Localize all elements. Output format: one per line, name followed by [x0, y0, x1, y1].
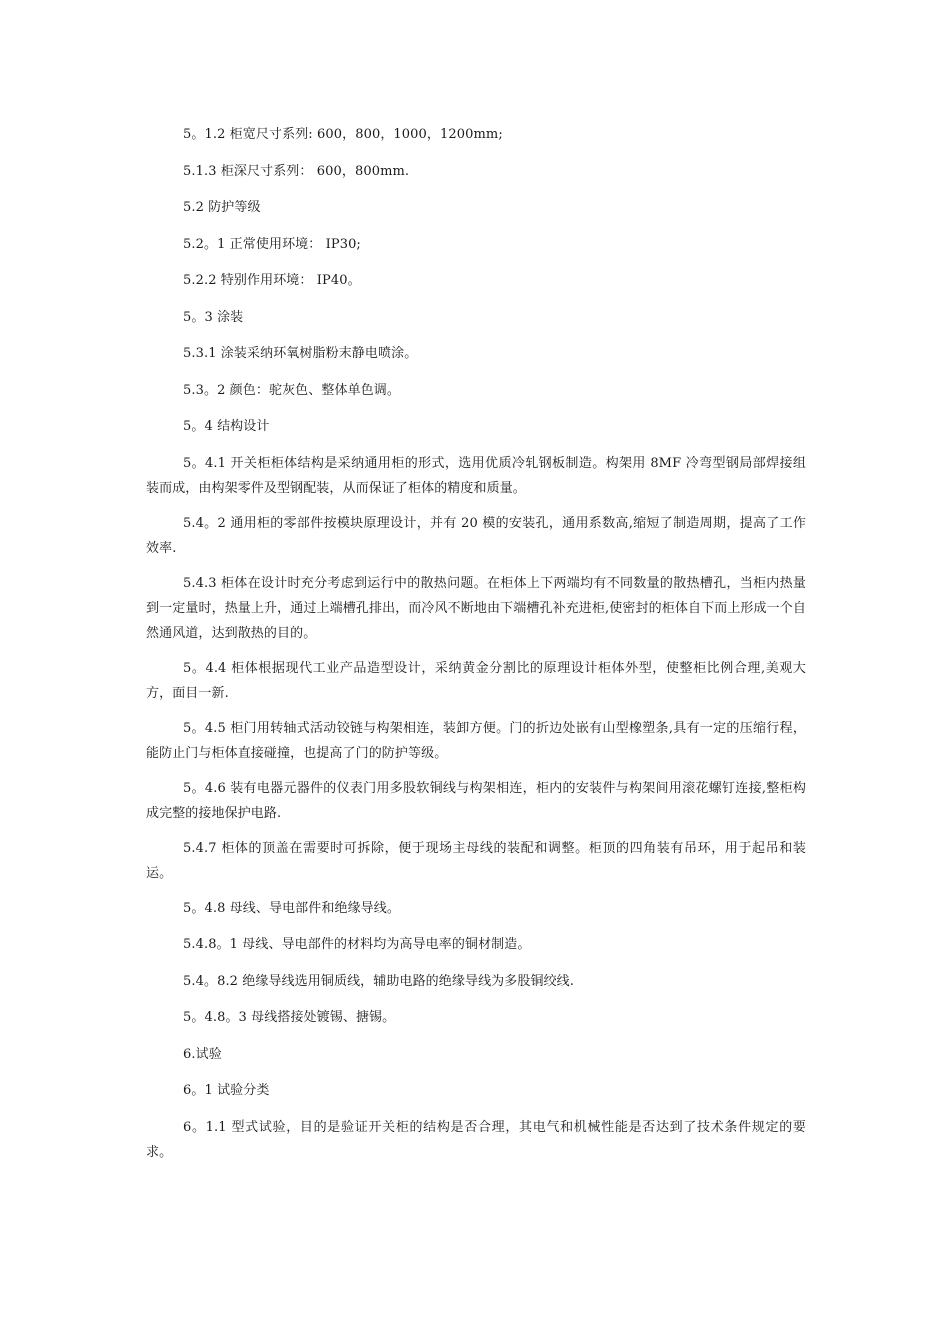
- heading-5-3: 5。3 涂装: [183, 309, 244, 325]
- paragraph-5-4-3: 5.4.3 柜体在设计时充分考虑到运行中的散热问题。在柜体上下两端均有不同数量的散热槽孔，当柜内热量到一定量时，热量上升，通过上端槽孔排出，而冷风不断地由下端槽孔补充进柜,使密封的柜体自下而上形成一个自然通风道，达到散热的目的。: [146, 575, 806, 641]
- paragraph-5-4-4: 5。4.4 柜体根据现代工业产品造型设计，采纳黄金分割比的原理设计柜体外型，使整柜比例合理,美观大方，面目一新.: [146, 660, 806, 701]
- document-body: [146, 122, 806, 1175]
- paragraph-5-1-3: 5.1.3 柜深尺寸系列： 600，800mm.: [183, 163, 410, 179]
- heading-6-1: 6。1 试验分类: [183, 1083, 270, 1098]
- paragraph-5-4-8-2: 5.4。8.2 绝缘导线选用铜质线，辅助电路的绝缘导线为多股铜绞线.: [183, 973, 575, 989]
- heading-6: 6.试验: [183, 1046, 222, 1062]
- paragraph-5-4-1: 5。4.1 开关柜柜体结构是采纳通用柜的形式，选用优质冷轧钢板制造。构架用 8MF 冷弯型钢局部焊接组装而成，由构架零件及型钢配装，从而保证了柜体的精度和质量。: [146, 455, 806, 496]
- paragraph-5-4-7: 5.4.7 柜体的顶盖在需要时可拆除，便于现场主母线的装配和调整。柜顶的四角装有吊环，用于起吊和装运。: [146, 840, 806, 881]
- paragraph-5-4-6: 5。4.6 装有电器元器件的仪表门用多股软铜线与构架相连，柜内的安装件与构架间用滚花螺钉连接,整柜构成完整的接地保护电路.: [146, 780, 806, 821]
- paragraph-5-4-8-1: 5.4.8。1 母线、导电部件的材料均为高导电率的铜材制造。: [183, 937, 531, 952]
- paragraph-5-2-2: 5.2.2 特别作用环境： IP40。: [183, 273, 361, 288]
- paragraph-5-1-2: 5。1.2 柜宽尺寸系列: 600，800，1000，1200mm;: [183, 127, 503, 142]
- paragraph-6-1-1: 6。1.1 型式试验，目的是验证开关柜的结构是否合理，其电气和机械性能是否达到了技术条件规定的要求。: [146, 1119, 806, 1160]
- paragraph-5-4-8: 5。4.8 母线、导电部件和绝缘导线。: [183, 900, 400, 916]
- paragraph-5-3-1: 5.3.1 涂装采纳环氧树脂粉末静电喷涂。: [183, 346, 418, 361]
- heading-5-4: 5。4 结构设计: [183, 419, 270, 434]
- paragraph-5-3-2: 5.3。2 颜色：驼灰色、整体单色调。: [183, 382, 400, 398]
- paragraph-5-4-8-3: 5。4.8。3 母线搭接处镀锡、搪锡。: [183, 1010, 396, 1025]
- paragraph-5-4-2: 5.4。2 通用柜的零部件按模块原理设计，并有 20 模的安装孔，通用系数高,缩短了制造周期，提高了工作效率.: [146, 515, 806, 556]
- heading-5-2: 5.2 防护等级: [183, 200, 261, 215]
- paragraph-5-4-5: 5。4.5 柜门用转轴式活动铰链与构架相连，装卸方便。门的折边处嵌有山型橡塑条,具有一定的压缩行程，能防止门与柜体直接碰撞，也提高了门的防护等级。: [146, 720, 806, 761]
- paragraph-5-2-1: 5.2。1 正常使用环境： IP30;: [183, 236, 361, 252]
